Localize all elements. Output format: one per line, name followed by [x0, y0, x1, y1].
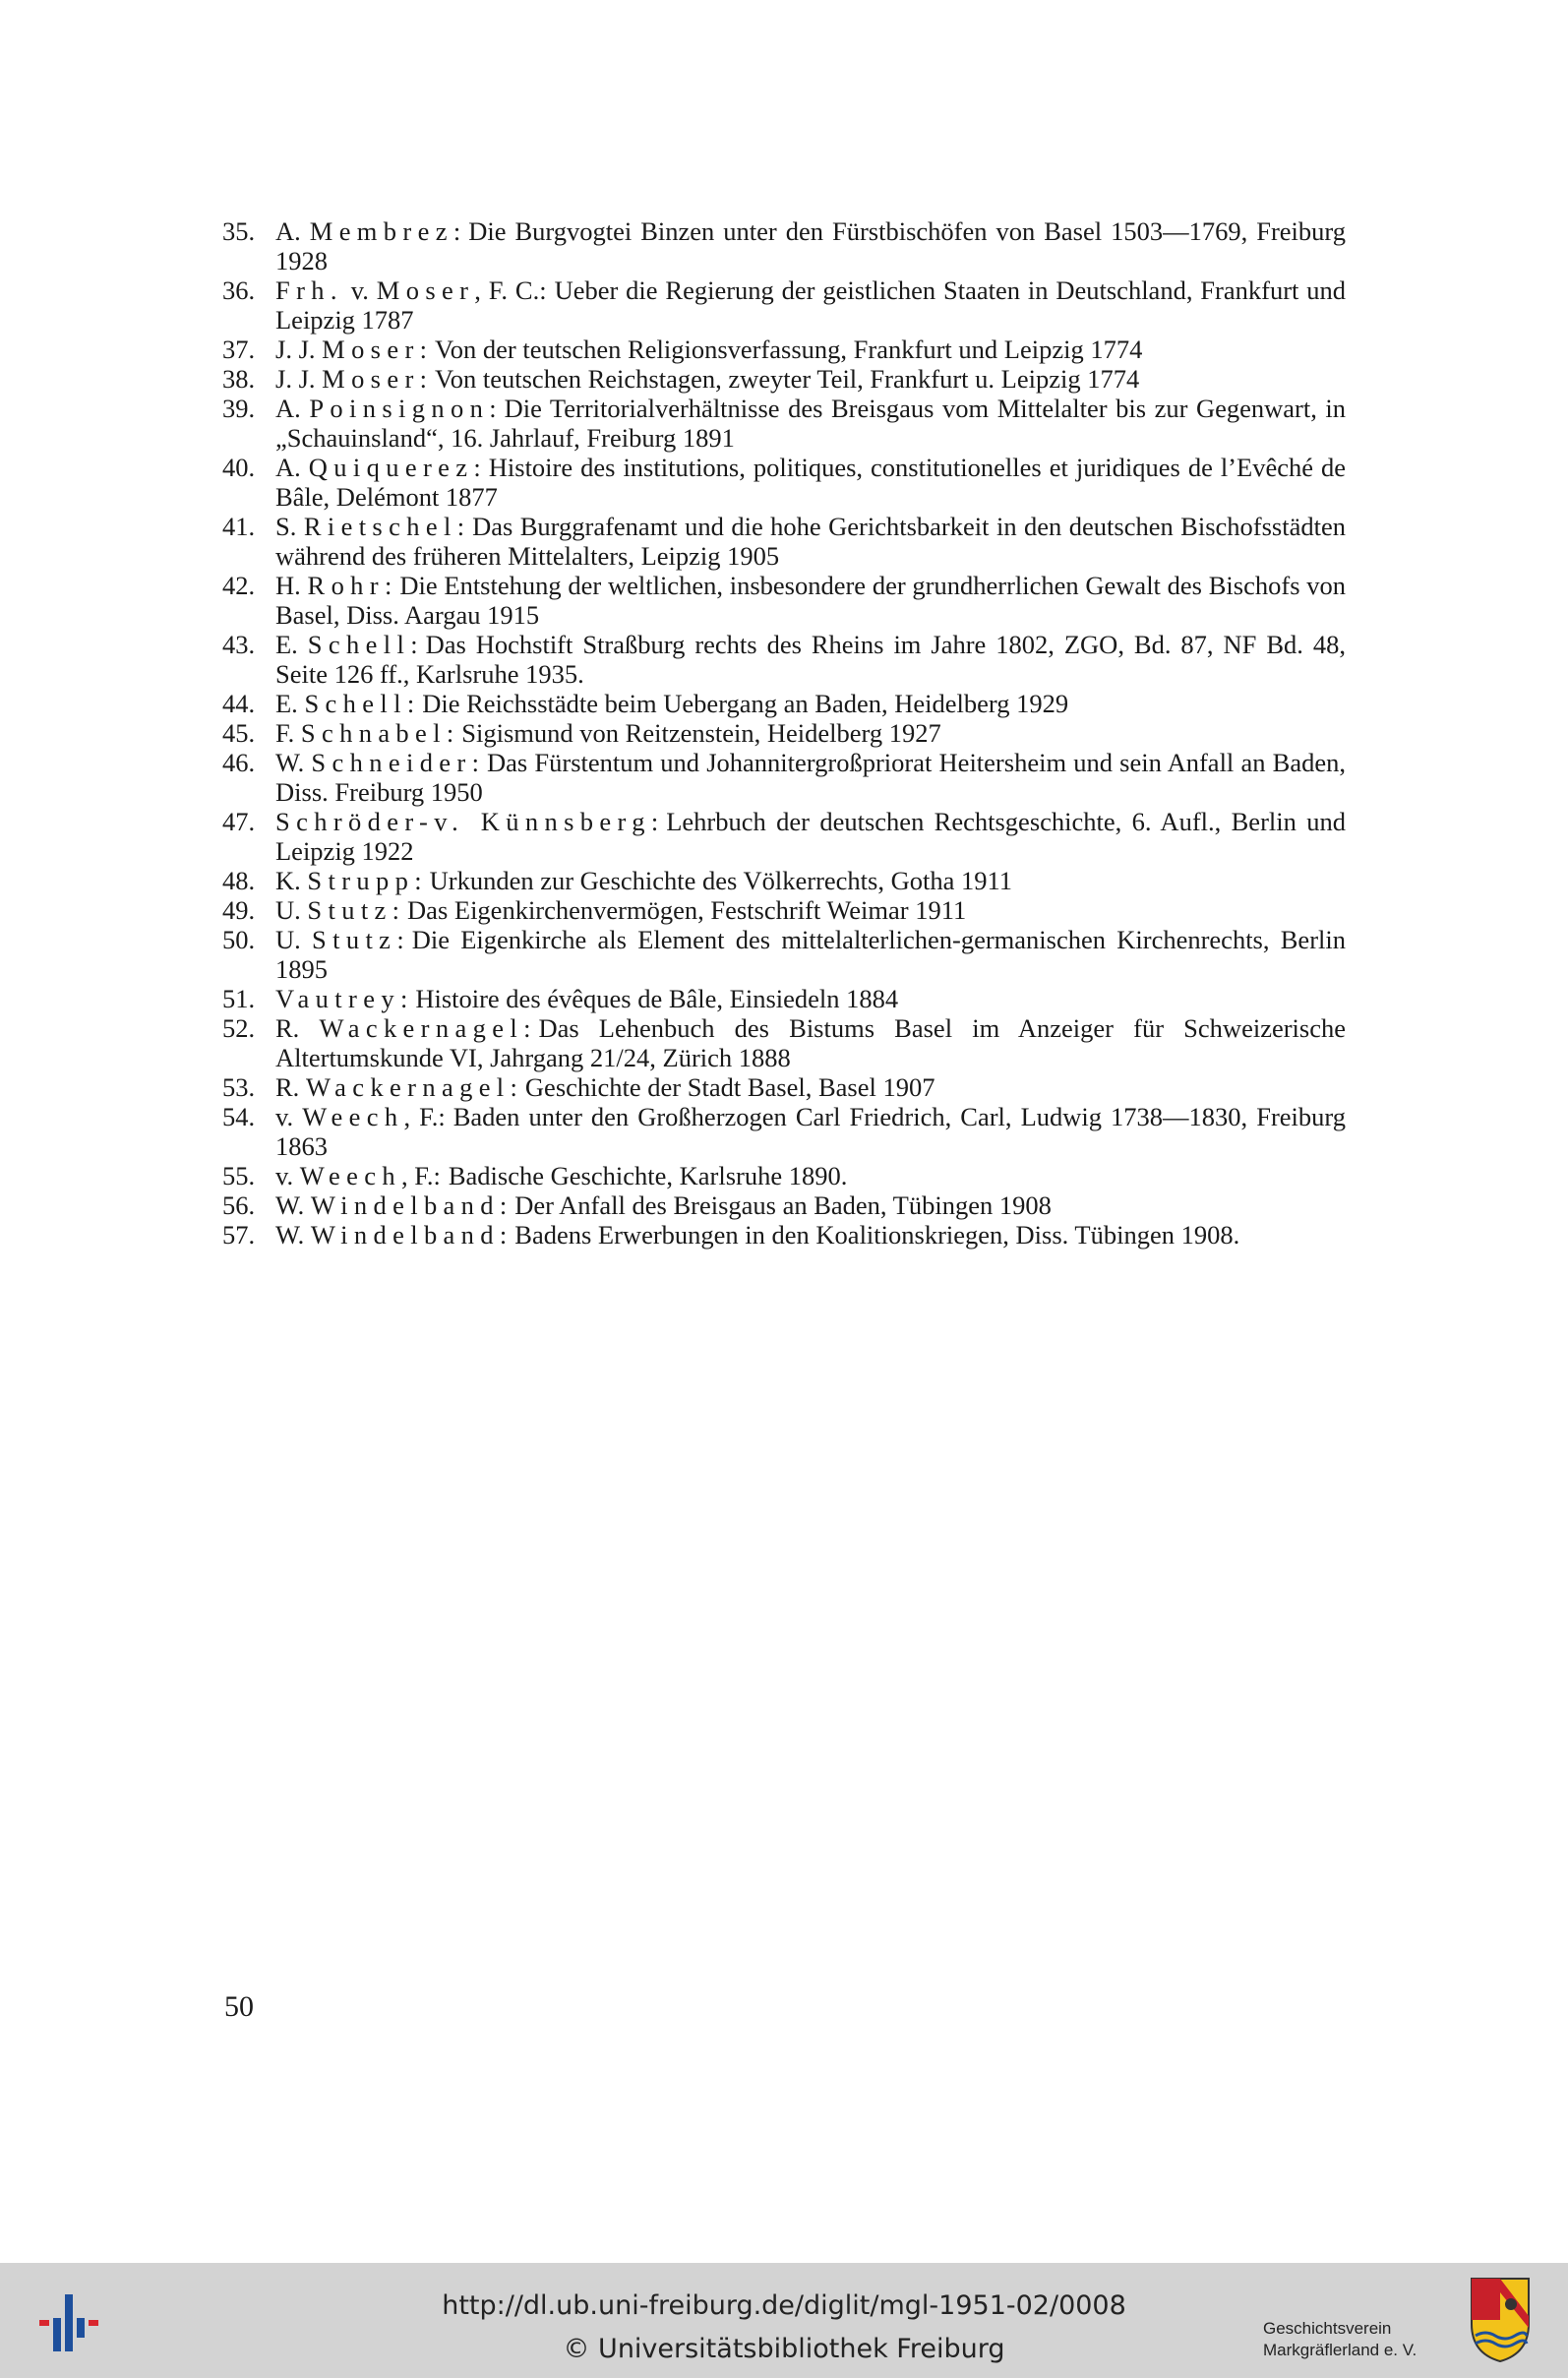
author-initials: F. — [275, 718, 301, 748]
bibliography-entry — [214, 1161, 1346, 1190]
entry-number: 47. — [222, 807, 256, 836]
entry-text: Histoire des évêques de Bâle, Einsiedeln 1884 — [415, 984, 899, 1013]
author-name: Windelband — [310, 1190, 500, 1220]
bibliography-entry — [214, 1013, 1346, 1072]
entry-number: 53. — [222, 1072, 256, 1102]
author-colon: : — [523, 1013, 531, 1043]
bibliography-entry — [214, 748, 1346, 807]
author-colon: : — [392, 895, 400, 925]
entry-text: Das Fürstentum und Johannitergroßpriorat Heitersheim und sein Anfall an Baden, Diss. Freiburg 1950 — [275, 748, 1346, 807]
author-name: Frh. — [275, 275, 343, 305]
author-suffix: , F.: — [403, 1102, 446, 1131]
author-colon: : — [650, 807, 659, 836]
author-name: Schnabel — [300, 718, 447, 748]
author-initials: R. — [275, 1072, 306, 1102]
bibliography-entry — [214, 1102, 1346, 1161]
author-initials: J. J. — [275, 364, 323, 394]
author-colon: : — [456, 512, 465, 541]
author-initials: U. — [275, 925, 313, 954]
entry-text: Das Lehenbuch des Bistums Basel im Anzeiger für Schweizerische Altertumskunde VI, Jahrgang 21/24, Zürich 1888 — [275, 1013, 1346, 1072]
author-initials: U. — [275, 895, 308, 925]
bibliography-entry — [214, 925, 1346, 984]
bibliography-entry — [214, 718, 1346, 748]
author-initials: E. — [275, 689, 305, 718]
entry-number: 36. — [222, 275, 256, 305]
author-name: Windelband — [310, 1220, 500, 1250]
entry-text: Die Reichsstädte beim Uebergang an Baden, Heidelberg 1929 — [422, 689, 1069, 718]
author-colon: : — [414, 866, 422, 895]
entry-number: 39. — [222, 394, 256, 423]
entry-text: Badens Erwerbungen in den Koalitionskriegen, Diss. Tübingen 1908. — [514, 1220, 1240, 1250]
entry-text: Von teutschen Reichstagen, zweyter Teil, Frankfurt u. Leipzig 1774 — [435, 364, 1140, 394]
entry-number: 38. — [222, 364, 256, 394]
entry-number: 37. — [222, 335, 256, 364]
entry-text: Die Eigenkirche als Element des mittelalterlichen-germanischen Kirchenrechts, Berlin 1895 — [275, 925, 1346, 984]
bibliography-entry — [214, 895, 1346, 925]
entry-text: Geschichte der Stadt Basel, Basel 1907 — [524, 1072, 935, 1102]
author-initials: K. — [275, 866, 308, 895]
author-initials: v. — [275, 1161, 300, 1190]
author-colon: : — [489, 394, 497, 423]
author-name: Rietschel — [303, 512, 457, 541]
entry-number: 42. — [222, 571, 256, 600]
author-name: Poinsignon — [309, 394, 490, 423]
author-name: Vautrey — [275, 984, 400, 1013]
entry-number: 46. — [222, 748, 256, 777]
bibliography-entry — [214, 512, 1346, 571]
entry-number: 45. — [222, 718, 256, 748]
author-colon: : — [410, 630, 418, 659]
entry-text: Ueber die Regierung der geistlichen Staaten in Deutschland, Frankfurt und Leipzig 1787 — [275, 275, 1347, 335]
bibliography-entry — [214, 571, 1346, 630]
author-colon: : — [452, 216, 461, 246]
entry-text: Der Anfall des Breisgaus an Baden, Tübingen 1908 — [514, 1190, 1052, 1220]
author-suffix: , F.: — [401, 1161, 441, 1190]
author-initials: A. — [275, 216, 310, 246]
association-name-line2: Markgräflerland e. V. — [1263, 2341, 1417, 2359]
association-name — [1263, 2318, 1417, 2361]
author-name: Schell — [307, 630, 411, 659]
entry-number: 50. — [222, 925, 256, 954]
author-name: Rohr — [307, 571, 385, 600]
author-initials: J. J. — [275, 335, 323, 364]
author-initials: v. — [275, 1102, 303, 1131]
author-name: Moser — [376, 275, 475, 305]
entry-text: Die Entstehung der weltlichen, insbesondere der grundherrlichen Gewalt des Bischofs von Basel, Diss. Aargau 1915 — [275, 571, 1347, 630]
entry-number: 55. — [222, 1161, 256, 1190]
copyright-notice: © Universitätsbibliothek Freiburg — [563, 2334, 1005, 2364]
entry-text: Lehrbuch der deutschen Rechtsgeschichte, 6. Aufl., Berlin und Leipzig 1922 — [275, 807, 1346, 866]
author-colon: : — [510, 1072, 517, 1102]
author-name: Weech — [302, 1102, 404, 1131]
author-colon: : — [473, 453, 481, 482]
author-colon: : — [419, 364, 428, 394]
author-name: Membrez — [309, 216, 453, 246]
entry-number: 51. — [222, 984, 256, 1013]
author-name: Schell — [304, 689, 407, 718]
bibliography-entry — [214, 1220, 1346, 1250]
bibliography-entry — [214, 364, 1346, 394]
bibliography-entry — [214, 1072, 1346, 1102]
author-colon: : — [419, 335, 428, 364]
entry-number: 54. — [222, 1102, 256, 1131]
author-colon: : — [406, 689, 415, 718]
bibliography-entry — [214, 275, 1346, 335]
author-name: Schröder-v. Künnsberg — [275, 807, 651, 836]
entry-text: Sigismund von Reitzenstein, Heidelberg 1927 — [461, 718, 941, 748]
entry-number: 57. — [222, 1220, 256, 1250]
coat-of-arms-icon — [1470, 2277, 1531, 2363]
author-initials: A. — [275, 453, 309, 482]
author-name: Weech — [299, 1161, 402, 1190]
entry-number: 52. — [222, 1013, 256, 1043]
entry-number: 41. — [222, 512, 256, 541]
entry-text: Die Territorialverhältnisse des Breisgaus vom Mittelalter bis zur Gegenwart, in „Schauinsland“, 16. Jahrlauf, Freiburg 1891 — [275, 394, 1347, 453]
entry-number: 44. — [222, 689, 256, 718]
bibliography-entry — [214, 394, 1346, 453]
author-initials: A. — [275, 394, 310, 423]
author-colon: : — [396, 925, 404, 954]
entry-number: 56. — [222, 1190, 256, 1220]
entry-number: 49. — [222, 895, 256, 925]
author-initials: E. — [275, 630, 308, 659]
bibliography-entry — [214, 630, 1346, 689]
author-particle: v. — [342, 275, 377, 305]
author-name: Wackernagel — [319, 1013, 524, 1043]
author-colon: : — [499, 1190, 508, 1220]
author-initials: W. — [275, 748, 312, 777]
author-name: Stutz — [312, 925, 397, 954]
author-colon: : — [446, 718, 454, 748]
entry-text: Das Hochstift Straßburg rechts des Rheins im Jahre 1802, ZGO, Bd. 87, NF Bd. 48, Seite 126 ff., Karlsruhe 1935. — [275, 630, 1347, 689]
author-colon: : — [471, 748, 479, 777]
entry-text: Das Eigenkirchenvermögen, Festschrift Weimar 1911 — [407, 895, 967, 925]
author-name: Quiquerez — [308, 453, 474, 482]
author-initials: W. — [275, 1190, 311, 1220]
author-colon: : — [384, 571, 392, 600]
entry-text: Das Burggrafenamt und die hohe Gerichtsbarkeit in den deutschen Bischofsstädten während des früheren Mittelalters, Leipzig 1905 — [275, 512, 1346, 571]
association-name-line1: Geschichtsverein — [1263, 2319, 1392, 2338]
bibliography-entry — [214, 216, 1346, 275]
bibliography-entry — [214, 866, 1346, 895]
bibliography-entry — [214, 335, 1346, 364]
entry-number: 40. — [222, 453, 256, 482]
entry-text: Von der teutschen Religionsverfassung, Frankfurt und Leipzig 1774 — [435, 335, 1143, 364]
entry-number: 43. — [222, 630, 256, 659]
viewer-footer — [0, 2263, 1568, 2378]
author-initials: S. — [275, 512, 304, 541]
author-initials: H. — [275, 571, 308, 600]
entry-text: Badische Geschichte, Karlsruhe 1890. — [448, 1161, 848, 1190]
author-name: Moser — [322, 335, 420, 364]
bibliography-entry — [214, 1190, 1346, 1220]
author-name: Stutz — [307, 895, 392, 925]
author-initials: W. — [275, 1220, 311, 1250]
page-number: 50 — [224, 1990, 254, 2023]
author-initials: R. — [275, 1013, 320, 1043]
author-suffix: , F. C.: — [474, 275, 547, 305]
bibliography-entry — [214, 807, 1346, 866]
author-name: Strupp — [307, 866, 415, 895]
bibliography-entry — [214, 984, 1346, 1013]
author-colon: : — [399, 984, 408, 1013]
bibliography-entry — [214, 689, 1346, 718]
entry-number: 35. — [222, 216, 256, 246]
entry-number: 48. — [222, 866, 256, 895]
author-name: Moser — [322, 364, 420, 394]
entry-text: Baden unter den Großherzogen Carl Friedrich, Carl, Ludwig 1738—1830, Freiburg 1863 — [275, 1102, 1346, 1161]
bibliography-list — [214, 216, 1346, 1250]
entry-text: Urkunden zur Geschichte des Völkerrechts, Gotha 1911 — [429, 866, 1013, 895]
author-colon: : — [499, 1220, 508, 1250]
entry-text: Die Burgvogtei Binzen unter den Fürstbischöfen von Basel 1503—1769, Freiburg 1928 — [275, 216, 1346, 275]
author-name: Schneider — [311, 748, 472, 777]
bibliography-entry — [214, 453, 1346, 512]
author-name: Wackernagel — [305, 1072, 511, 1102]
document-url[interactable]: http://dl.ub.uni-freiburg.de/diglit/mgl-1951-02/0008 — [442, 2290, 1126, 2321]
entry-text: Histoire des institutions, politiques, constitutionelles et juridiques de l’Evêché de Bâle, Delémont 1877 — [275, 453, 1346, 512]
